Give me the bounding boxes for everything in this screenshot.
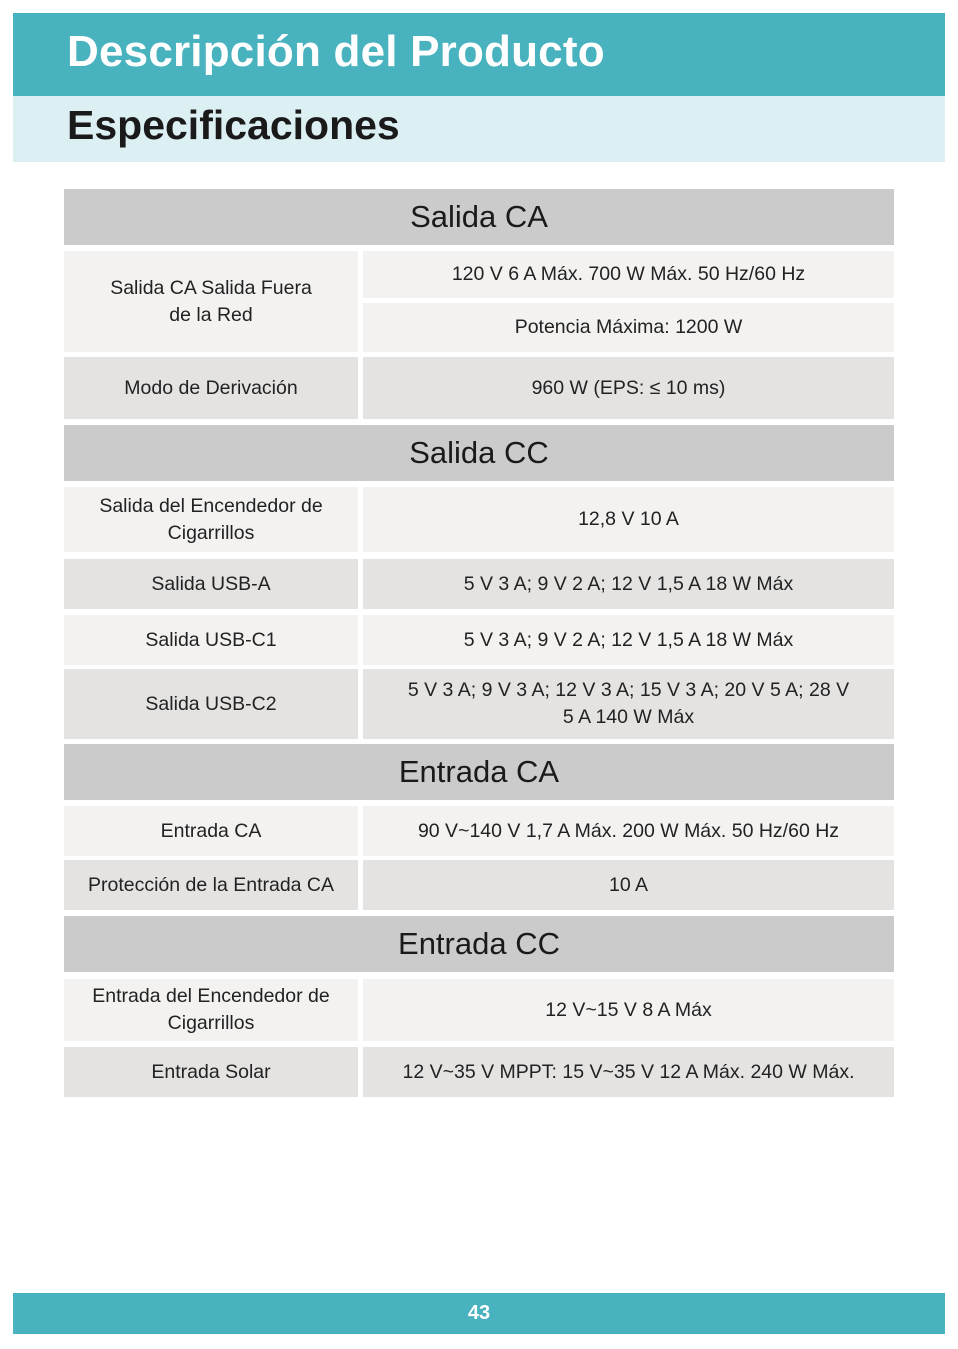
spec-value: 120 V 6 A Máx. 700 W Máx. 50 Hz/60 Hz — [363, 251, 894, 298]
spec-value: 10 A — [363, 860, 894, 910]
section-title: Especificaciones — [67, 102, 400, 148]
spec-label: Modo de Derivación — [64, 357, 358, 419]
spec-label: Salida USB-C2 — [64, 669, 358, 739]
spec-value: 12,8 V 10 A — [363, 487, 894, 552]
spec-label: Entrada CA — [64, 806, 358, 856]
spec-label: Entrada Solar — [64, 1047, 358, 1097]
section-header-ac-output: Salida CA — [64, 189, 894, 245]
spec-label: Salida del Encendedor de Cigarrillos — [64, 487, 358, 552]
page-number: 43 — [467, 1302, 491, 1324]
section-header-ac-input: Entrada CA — [64, 744, 894, 800]
spec-value: 5 V 3 A; 9 V 2 A; 12 V 1,5 A 18 W Máx — [363, 559, 894, 609]
spec-label: Salida USB-A — [64, 559, 358, 609]
spec-value: 5 V 3 A; 9 V 3 A; 12 V 3 A; 15 V 3 A; 20 V 5 A; 28 V 5 A 140 W Máx — [363, 669, 894, 739]
spec-label: Protección de la Entrada CA — [64, 860, 358, 910]
spec-value: Potencia Máxima: 1200 W — [363, 303, 894, 352]
spec-label: Salida USB-C1 — [64, 615, 358, 665]
section-header-dc-input: Entrada CC — [64, 916, 894, 972]
header-bar — [13, 13, 945, 96]
spec-label: Entrada del Encendedor de Cigarrillos — [64, 979, 358, 1041]
spec-value: 12 V~15 V 8 A Máx — [363, 979, 894, 1041]
spec-value: 5 V 3 A; 9 V 2 A; 12 V 1,5 A 18 W Máx — [363, 615, 894, 665]
page-title: Descripción del Producto — [67, 27, 605, 76]
subheader-bar — [13, 96, 945, 162]
spec-value: 90 V~140 V 1,7 A Máx. 200 W Máx. 50 Hz/60 Hz — [363, 806, 894, 856]
spec-label: Salida CA Salida Fuera de la Red — [64, 251, 358, 352]
footer-bar — [13, 1293, 945, 1334]
spec-value: 960 W (EPS: ≤ 10 ms) — [363, 357, 894, 419]
section-header-dc-output: Salida CC — [64, 425, 894, 481]
spec-value: 12 V~35 V MPPT: 15 V~35 V 12 A Máx. 240 W Máx. — [363, 1047, 894, 1097]
